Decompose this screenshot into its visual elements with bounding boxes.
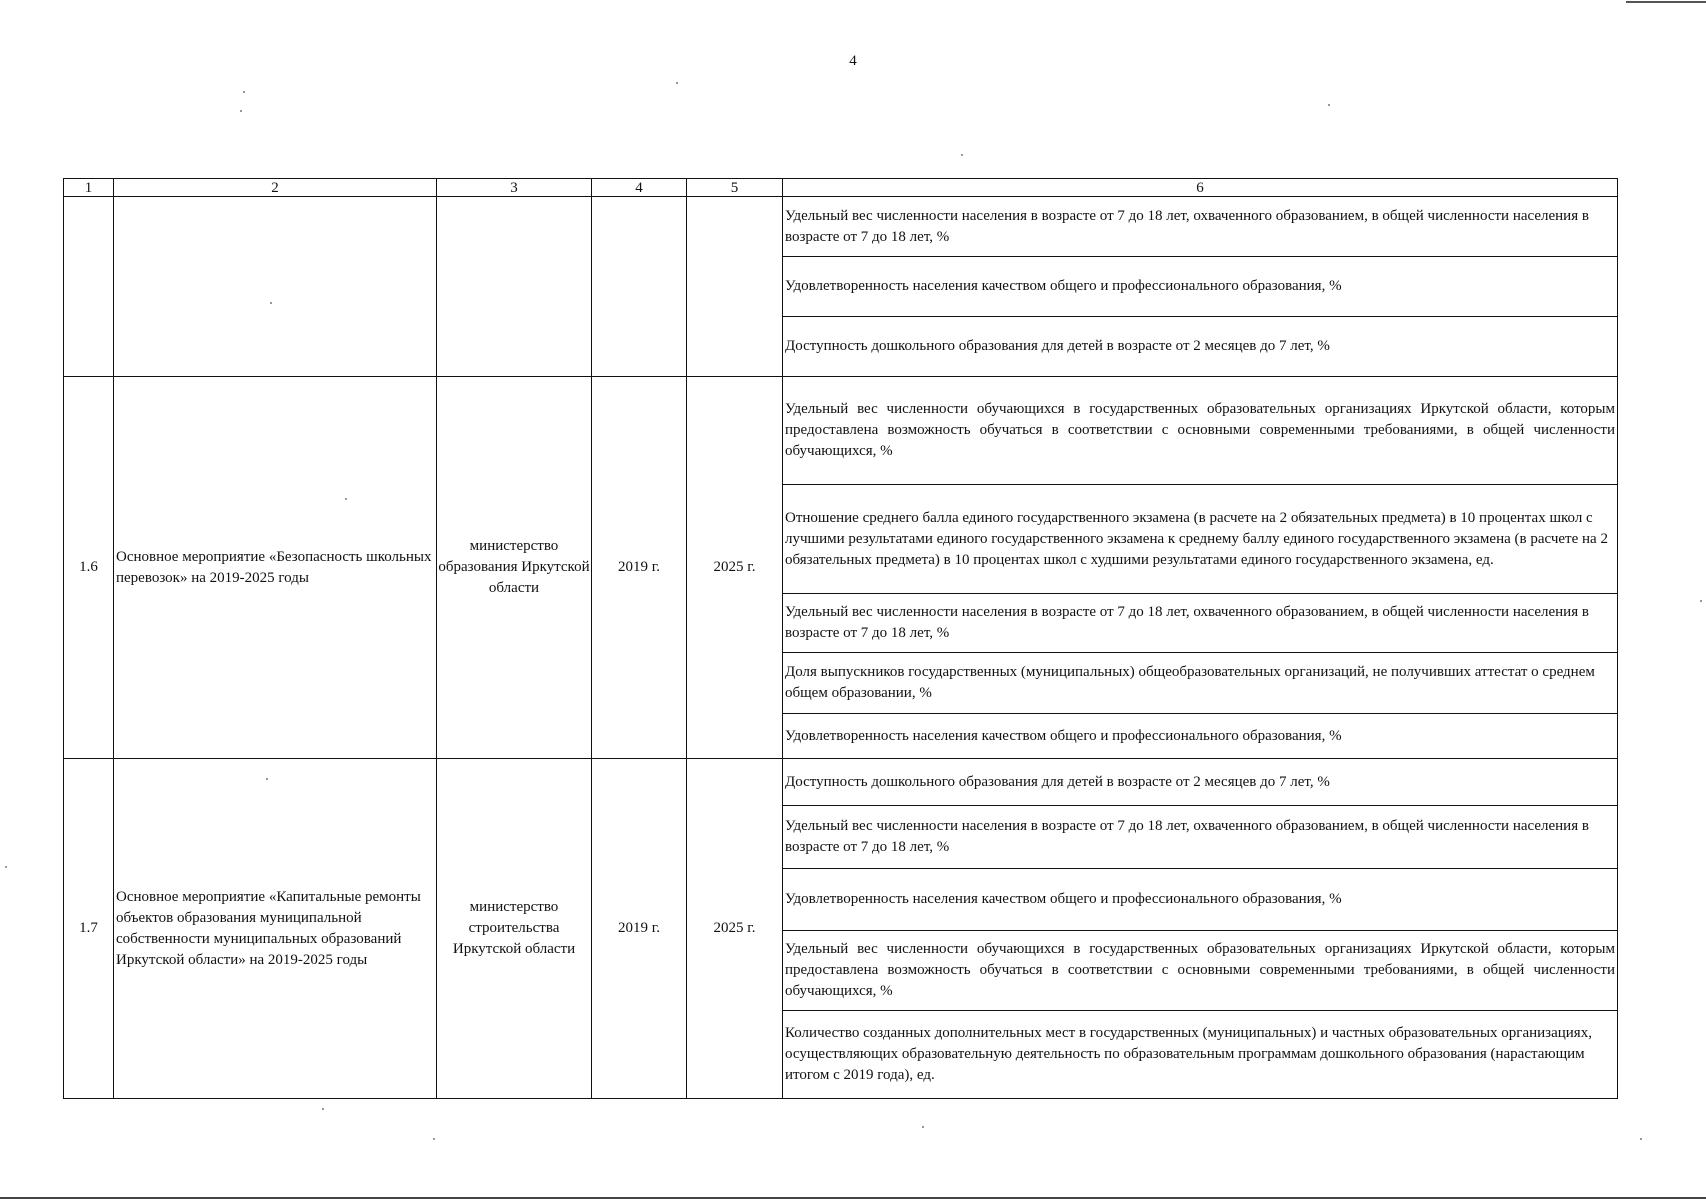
measure-executor: министерство образования Иркутской области bbox=[437, 377, 592, 759]
scan-speck bbox=[961, 154, 963, 156]
indicator-cell: Доля выпускников государственных (муниципальных) общеобразовательных организаций, не получивших аттестат о среднем общем образовании, % bbox=[783, 653, 1618, 714]
column-header-6: 6 bbox=[783, 179, 1618, 197]
column-number-row bbox=[64, 179, 1618, 197]
scan-speck bbox=[1328, 104, 1330, 106]
table-row bbox=[64, 197, 1618, 257]
scan-speck bbox=[240, 110, 242, 112]
scan-edge-rule-top bbox=[1626, 1, 1706, 3]
indicator-cell: Удельный вес численности населения в возрасте от 7 до 18 лет, охваченного образованием, в общей численности населения в возрасте от 7 до 18 лет, % bbox=[783, 197, 1618, 257]
column-header-2: 2 bbox=[114, 179, 437, 197]
indicator-cell: Удельный вес численности населения в возрасте от 7 до 18 лет, охваченного образованием, в общей численности населения в возрасте от 7 до 18 лет, % bbox=[783, 806, 1618, 869]
scan-speck bbox=[433, 1138, 435, 1140]
scan-speck bbox=[922, 1126, 924, 1128]
indicator-cell: Удовлетворенность населения качеством общего и профессионального образования, % bbox=[783, 257, 1618, 317]
page-number: 4 bbox=[849, 53, 857, 69]
indicator-cell: Удельный вес численности обучающихся в государственных образовательных организациях Иркутской области, которым предоставлена возможность обучаться в соответствии с основными современными требованиями, в общей численности обучающихся, % bbox=[783, 931, 1618, 1011]
measure-executor: министерство строительства Иркутской области bbox=[437, 759, 592, 1099]
table-row bbox=[64, 759, 1618, 806]
indicator-cell: Отношение среднего балла единого государственного экзамена (в расчете на 2 обязательных предмета) в 10 процентах школ с лучшими результатами единого государственного экзамена к среднему баллу единого государственного экзамена (в расчете на 2 обязательных предмета) в 10 процентах школ с худшими результатами единого государственного экзамена, ед. bbox=[783, 485, 1618, 594]
indicator-cell: Удельный вес численности обучающихся в государственных образовательных организациях Иркутской области, которым предоставлена возможность обучаться в соответствии с основными современными требованиями, в общей численности обучающихся, % bbox=[783, 377, 1618, 485]
continuation-name-cell bbox=[114, 197, 437, 377]
indicator-cell: Доступность дошкольного образования для детей в возрасте от 2 месяцев до 7 лет, % bbox=[783, 759, 1618, 806]
scan-speck bbox=[322, 1108, 324, 1110]
measure-end-year: 2025 г. bbox=[687, 377, 783, 759]
scan-speck bbox=[243, 91, 245, 93]
column-header-4: 4 bbox=[592, 179, 687, 197]
continuation-executor-cell bbox=[437, 197, 592, 377]
column-header-5: 5 bbox=[687, 179, 783, 197]
measure-end-year: 2025 г. bbox=[687, 759, 783, 1099]
column-header-1: 1 bbox=[64, 179, 114, 197]
measures-table bbox=[63, 178, 1618, 1099]
scan-speck bbox=[1640, 1138, 1642, 1140]
measure-number: 1.6 bbox=[64, 377, 114, 759]
indicator-cell: Удовлетворенность населения качеством общего и профессионального образования, % bbox=[783, 869, 1618, 931]
measure-start-year: 2019 г. bbox=[592, 377, 687, 759]
measure-number: 1.7 bbox=[64, 759, 114, 1099]
continuation-end-cell bbox=[687, 197, 783, 377]
indicator-cell: Удельный вес численности населения в возрасте от 7 до 18 лет, охваченного образованием, в общей численности населения в возрасте от 7 до 18 лет, % bbox=[783, 594, 1618, 653]
continuation-num-cell bbox=[64, 197, 114, 377]
scan-speck bbox=[5, 866, 7, 868]
indicator-cell: Удовлетворенность населения качеством общего и профессионального образования, % bbox=[783, 714, 1618, 759]
measure-start-year: 2019 г. bbox=[592, 759, 687, 1099]
continuation-start-cell bbox=[592, 197, 687, 377]
scan-speck bbox=[1700, 600, 1702, 602]
column-header-3: 3 bbox=[437, 179, 592, 197]
indicator-cell: Доступность дошкольного образования для детей в возрасте от 2 месяцев до 7 лет, % bbox=[783, 317, 1618, 377]
scan-speck bbox=[676, 82, 678, 84]
indicator-cell: Количество созданных дополнительных мест в государственных (муниципальных) и частных образовательных организациях, осуществляющих образовательную деятельность по образовательным программам дошкольного образования (нарастающим итогом с 2019 года), ед. bbox=[783, 1011, 1618, 1099]
measure-name: Основное мероприятие «Капитальные ремонты объектов образования муниципальной собственности муниципальных образований Иркутской области» на 2019-2025 годы bbox=[114, 759, 437, 1099]
scan-edge-rule-bottom bbox=[0, 1197, 1706, 1199]
measure-name: Основное мероприятие «Безопасность школьных перевозок» на 2019-2025 годы bbox=[114, 377, 437, 759]
table-row bbox=[64, 377, 1618, 485]
